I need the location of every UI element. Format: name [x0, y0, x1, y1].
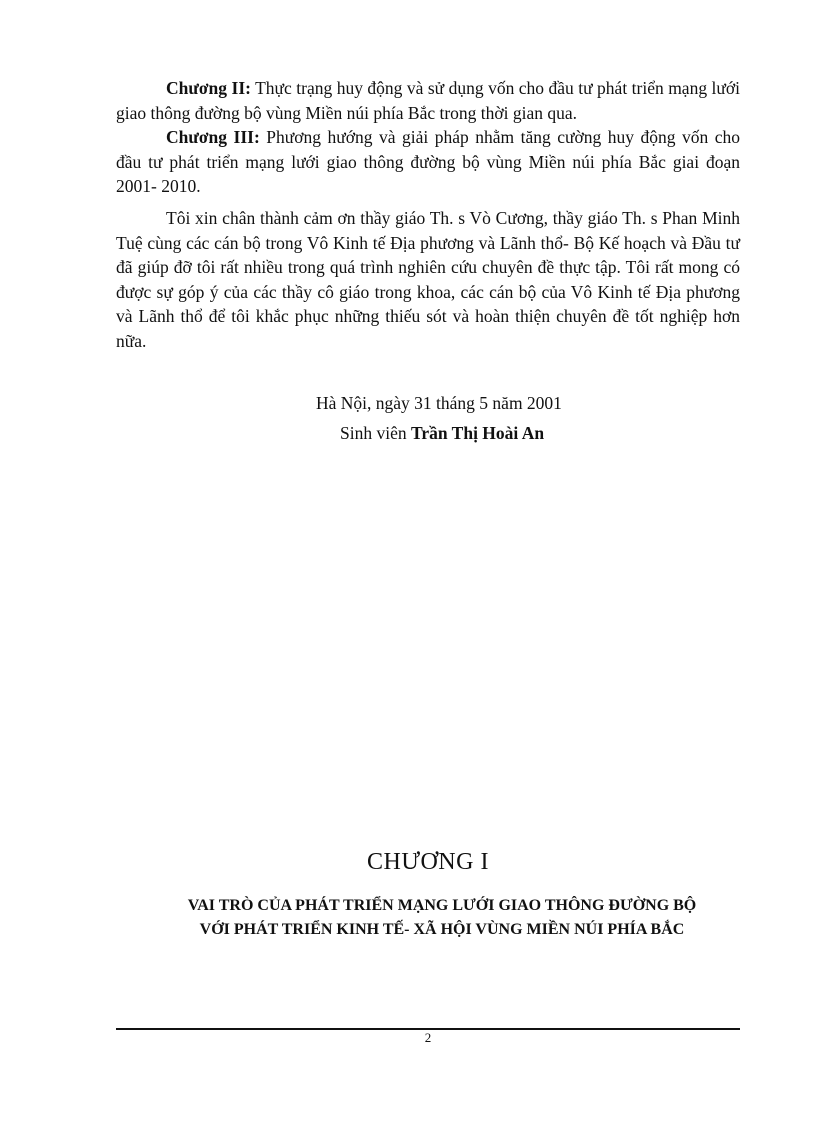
- chapter-2-label: Chương II:: [166, 78, 251, 98]
- paragraph-chapter-3: [116, 125, 740, 199]
- chapter-subtitle-line-2: VỚI PHÁT TRIỂN KINH TẾ- XÃ HỘI VÙNG MIỀN NÚI PHÍA BẮC: [199, 921, 685, 938]
- chapter-3-text: Phương hướng và giải pháp nhằm tăng cường huy động vốn cho đầu tư phát triển mạng lưới giao thông đường bộ vùng Miền núi phía Bắc giai đoạn 2001- 2010.: [116, 127, 740, 196]
- paragraph-acknowledgement: Tôi xin chân thành cảm ơn thầy giáo Th. s Vò Cương, thầy giáo Th. s Phan Minh Tuệ cùng các cán bộ trong Vô Kinh tế Địa phương và Lãnh thổ- Bộ Kế hoạch và Đầu tư đã giúp đỡ tôi rất nhiều trong quá trình nghiên cứu chuyên đề thực tập. Tôi rất mong có được sự góp ý của các thầy cô giáo trong khoa, các cán bộ của Vô Kinh tế Địa phương và Lãnh thổ để tôi khắc phục những thiếu sót và hoàn thiện chuyên đề tốt nghiệp hơn nữa.: [116, 208, 740, 351]
- signature-place-date: Hà Nội, ngày 31 tháng 5 năm 2001: [316, 393, 562, 413]
- chapter-3-label: Chương III:: [166, 127, 260, 147]
- chapter-title: CHƯƠNG I: [367, 849, 489, 875]
- page-number: 2: [424, 1030, 432, 1045]
- signature-student: [340, 421, 544, 445]
- paragraph-chapter-2: [116, 76, 740, 125]
- signature-role: Sinh viên: [340, 423, 411, 443]
- signature-name: Trần Thị Hoài An: [410, 423, 545, 443]
- chapter-subtitle: [130, 894, 754, 942]
- chapter-2-text: Thực trạng huy động và sử dụng vốn cho đầu tư phát triển mạng lưới giao thông đường bộ vùng Miền núi phía Bắc trong thời gian qua.: [116, 78, 740, 123]
- chapter-subtitle-line-1: VAI TRÒ CỦA PHÁT TRIỂN MẠNG LƯỚI GIAO THÔNG ĐƯỜNG BỘ: [187, 897, 697, 914]
